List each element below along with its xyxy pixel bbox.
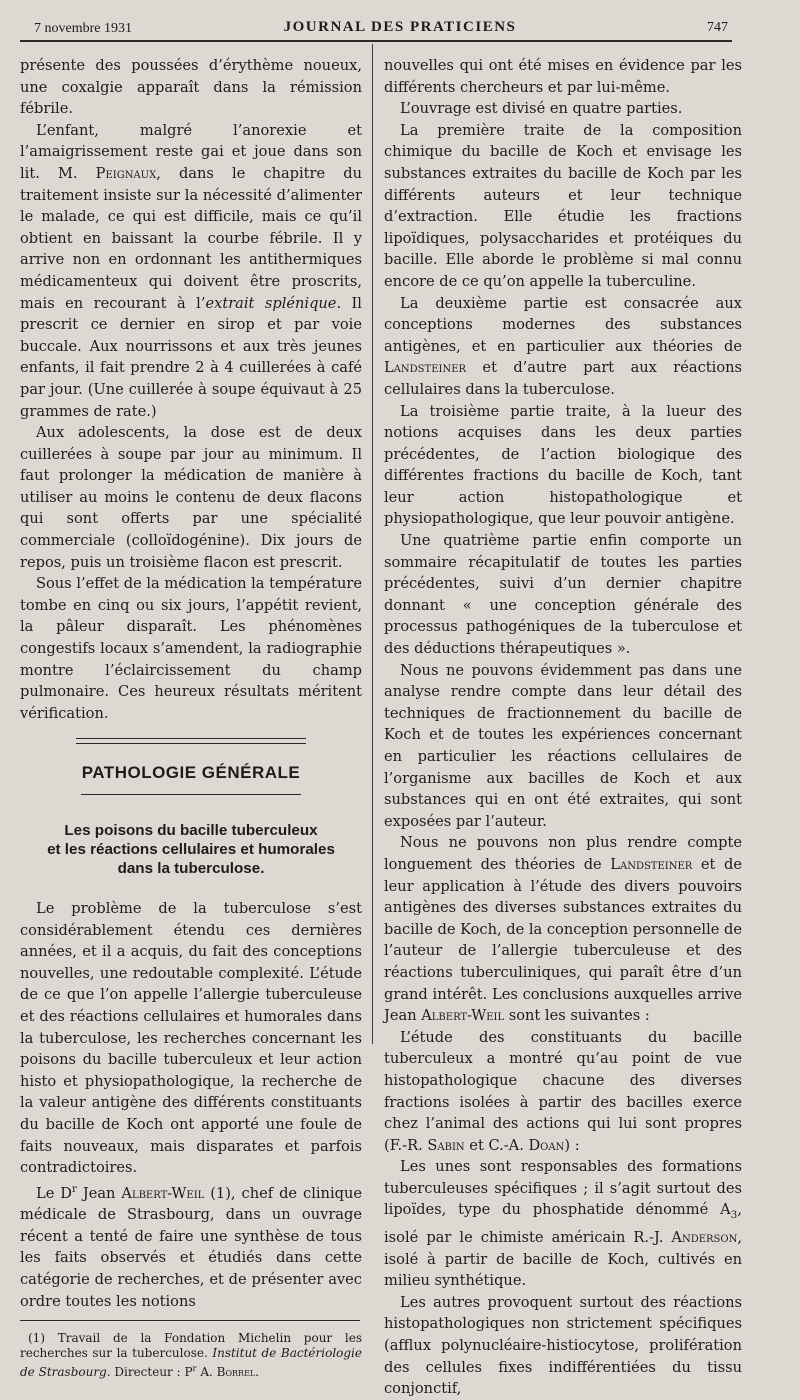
section-separator <box>76 738 306 744</box>
paragraph: Nous ne pouvons non plus rendre compte longuement des théories de Landsteiner et de leur application à l’étude des divers pouvoirs antigènes des diverses substances extraites du bacille de Koch, de la conception personnelle de l’auteur de l’allergie tuberculeuse et des réactions tuberculiniques, qui paraît être d’un grand intérêt. Les conclusions auxquelles arrive Jean Albert-Weil sont les suivantes : <box>384 834 743 1025</box>
author-name: Doan <box>528 1136 565 1154</box>
issue-date: 7 novembre 1931 <box>34 21 132 36</box>
paragraph: Les unes sont responsables des formations tuberculeuses spécifiques ; il s’agit surtout des lipoïdes, type du phosphatide dénommé $A_3$, isolé par le chimiste américain R.-J. Anderson, isolé à partir de bacille de Koch, cultivés en milieu synthétique. <box>384 1158 742 1290</box>
footnote-rule <box>20 1320 360 1321</box>
section-title: PATHOLOGIE GÉNÉRALE <box>81 763 301 783</box>
paragraph: L’ouvrage est divisé en quatre parties. <box>400 100 683 118</box>
author-name: Albert-Weil <box>421 1007 505 1025</box>
left-column <box>20 55 362 1380</box>
article-title: Les poisons du bacille tuberculeux et les réactions cellulaires et humorales dans la tuberculose. <box>47 822 335 877</box>
section-underline <box>81 794 301 795</box>
column-divider <box>372 44 373 1044</box>
paragraph: La deuxième partie est consacrée aux conceptions modernes des substances antigènes, et en particulier aux théories de Landsteiner et d’autre part aux réactions cellulaires dans la tuberculose. <box>384 294 742 398</box>
paragraph: La troisième partie traite, à la lueur des notions acquises dans les deux parties précédentes, de l’action biologique des différentes fractions du bacille de Koch, tant leur action histopathologique et physiopathologique, que leur pouvoir antigène. <box>384 402 742 528</box>
author-name: Albert-Weil <box>121 1184 205 1202</box>
right-column <box>384 55 742 1400</box>
paragraph: Nous ne pouvons évidemment pas dans une analyse rendre compte dans leur détail des techniques de fractionnement du bacille de Koch et de toutes les expériences concernant en particulier les réactions cellulaires de l’organisme aux bacilles de Koch et aux substances qui en ont été extraites, qui sont exposées par l’auteur. <box>384 661 742 830</box>
paragraph: Sous l’effet de la médication la température tombe en cinq ou six jours, l’appétit revient, la pâleur disparaît. Les phénomènes congestifs locaux s’amendent, la radiographie montre l’éclaircissement du champ pulmonaire. Ces heureux résultats méritent vérification. <box>20 575 362 722</box>
running-header <box>0 0 800 40</box>
journal-title: JOURNAL DES PRATICIENS <box>283 19 517 35</box>
paragraph: Le $D^r$ Jean Albert-Weil (1), chef de clinique médicale de Strasbourg, dans un ouvrage récent a tenté de faire une synthèse de tous les faits observés et étudiés dans cette catégorie de recherches, et de présenter avec ordre toutes les notions <box>20 1183 362 1310</box>
author-name: Peignaux <box>95 164 157 182</box>
author-name: Landsteiner <box>384 359 467 377</box>
paragraph: nouvelles qui ont été mises en évidence par les différents chercheurs et par lui-même. <box>384 57 742 96</box>
paragraph: Une quatrième partie enfin comporte un sommaire récapitulatif de toutes les parties précédentes, suivi d’un dernier chapitre donnant « une conception générale des processus pathogéniques de la tuberculose et des déductions thérapeutiques ». <box>384 532 742 658</box>
page-number: 747 <box>707 20 728 35</box>
paragraph: L’enfant, malgré l’anorexie et l’amaigrissement reste gai et joue dans son lit. M. Peignaux, dans le chapitre du traitement insiste sur la nécessité d’alimenter le malade, ce qui est difficile, mais ce qu’il obtient en baissant la courbe fébrile. Il y arrive non en ordonnant les antithermiques médicamenteux qui doivent être proscrits, mais en recourant à l’extrait splénique. Il prescrit ce dernier en sirop et par voie buccale. Aux nourrissons et aux très jeunes enfants, il fait prendre 2 à 4 cuillerées à café par jour. (Une cuillerée à soupe équivaut à 25 grammes de rate.) <box>20 121 363 420</box>
footnote: (1) Travail de la Fondation Michelin pour les recherches sur la tuberculose. Institut de Bactériologie de Strasbourg. Directeur : $P^r$ A. Borrel. <box>20 1331 362 1380</box>
paragraph: Les autres provoquent surtout des réactions histopathologiques non strictement spécifiques (afflux polynucléaire-histiocytose, prolifération des cellules fixes indifférentiées du tissu conjonctif, <box>384 1293 742 1398</box>
header-rule <box>20 40 732 42</box>
paragraph: Aux adolescents, la dose est de deux cuillerées à soupe par jour au minimum. Il faut prolonger la médication de manière à utiliser au moins le contenu de deux flacons qui sont offerts par une spécialité commerciale (colloïdogénine). Dix jours de repos, puis un troisième flacon est prescrit. <box>20 424 362 571</box>
author-name: Landsteiner <box>610 855 693 873</box>
author-name: Anderson <box>671 1228 738 1246</box>
paragraph: L’étude des constituants du bacille tuberculeux a montré qu’au point de vue histopathologique chacune des diverses fractions isolées à partir des bacilles exerce chez l’animal des actions qui lui sont propres (F.-R. Sabin et C.-A. Doan) : <box>384 1028 742 1154</box>
author-name: Sabin <box>427 1136 465 1154</box>
paragraph: présente des poussées d’érythème noueux, une coxalgie apparaît dans la rémission fébrile. <box>20 57 362 118</box>
paragraph: La première traite de la composition chimique du bacille de Koch et envisage les substances extraites du bacille de Koch par les différents auteurs et leur technique d’extraction. Elle étudie les fractions lipoïdiques, polysaccharides et protéiques du bacille. Elle aborde le problème si mal connu encore de ce qu’on appelle la tuberculine. <box>384 121 742 290</box>
paragraph: Le problème de la tuberculose s’est considérablement étendu ces dernières années, et il a acquis, du fait des conceptions nouvelles, une redoutable complexité. L’étude de ce que l’on appelle l’allergie tuberculeuse et des réactions cellulaires et humorales dans la tuberculose, les recherches concernant les poisons du bacille tuberculeux et leur action histo et physiopathologique, la recherche de la valeur antigène des différents constituants du bacille de Koch ont apporté une foule de faits nouveaux, mais disparates et parfois contradictoires. <box>20 900 362 1177</box>
